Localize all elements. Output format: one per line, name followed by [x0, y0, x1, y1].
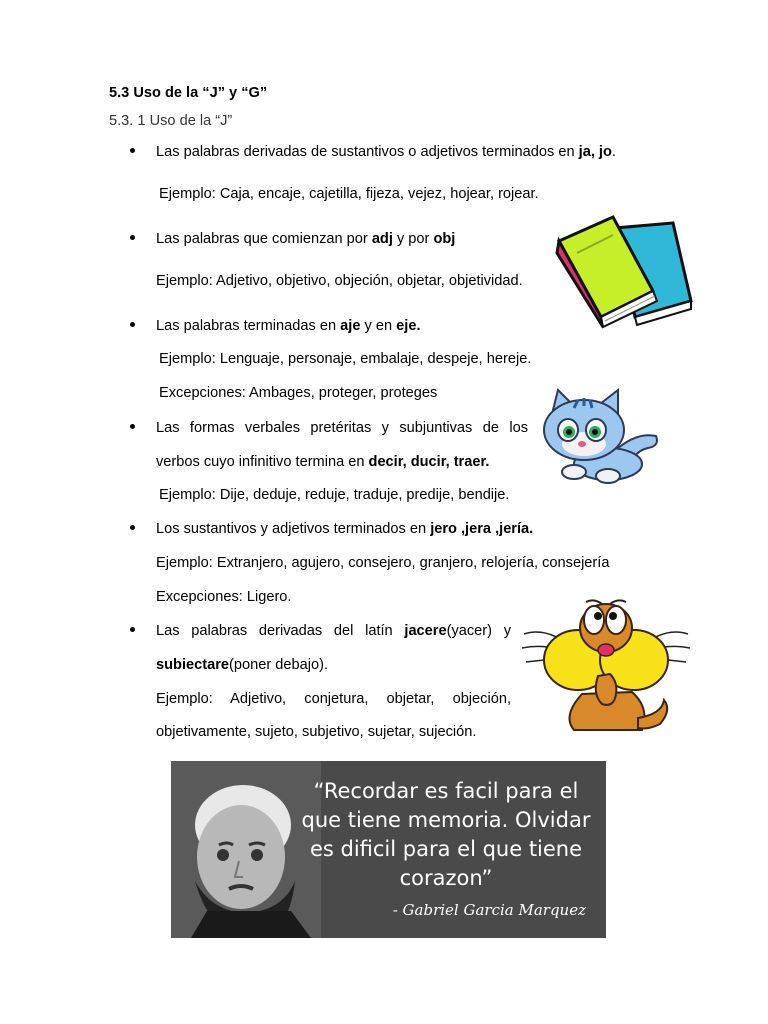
rule-2-example: Ejemplo: Adjetivo, objetivo, objeción, objetar, objetividad. [156, 273, 523, 289]
rule-1-example: Ejemplo: Caja, encaje, cajetilla, fijeza, vejez, hojear, rojear. [159, 186, 539, 202]
bullet-icon [130, 322, 138, 330]
books-illustration [553, 213, 693, 333]
rule-2-text: Las palabras que comienzan por adj y por obj [156, 231, 456, 247]
bullet-icon [130, 627, 138, 635]
rule-6-line2: subiectare(poner debajo). [156, 657, 328, 673]
bullet-icon [130, 235, 138, 243]
section-heading: 5.3 Uso de la “J” y “G” [109, 85, 268, 101]
rule-6-example-line1: Ejemplo: Adjetivo, conjetura, objetar, objeción, [156, 691, 511, 707]
rule-5-example: Ejemplo: Extranjero, agujero, consejero, granjero, relojería, consejería [156, 555, 610, 571]
bullet-icon [130, 525, 138, 533]
rule-1-text: Las palabras derivadas de sustantivos o adjetivos terminados en ja, jo. [156, 144, 616, 160]
rule-4-example: Ejemplo: Dije, deduje, reduje, traduje, predije, bendije. [159, 487, 510, 503]
quote-text: “Recordar es facil para el que tiene memoria. Olvidar es dificil para el que tiene corazon” [301, 779, 591, 890]
rule-5-exceptions: Excepciones: Ligero. [156, 589, 292, 605]
quote-image [171, 761, 606, 938]
rule-4-line2: verbos cuyo infinitivo termina en decir, ducir, traer. [156, 454, 490, 470]
rule-3-text: Las palabras terminadas en aje y en eje. [156, 318, 421, 334]
quote-author: - Gabriel Garcia Marquez [392, 901, 586, 919]
cartoon-character-illustration [522, 598, 690, 736]
rule-6-example-line2: objetivamente, sujeto, subjetivo, sujetar, sujeción. [156, 724, 477, 740]
rule-5-text: Los sustantivos y adjetivos terminados en jero ,jera ,jería. [156, 521, 534, 537]
bullet-icon [130, 148, 138, 156]
rule-3-exceptions: Excepciones: Ambages, proteger, proteges [159, 385, 438, 401]
rule-6-line1: Las palabras derivadas del latín jacere(yacer) y [156, 623, 512, 639]
cat-illustration [538, 388, 662, 488]
subsection-heading: 5.3. 1 Uso de la “J” [109, 113, 233, 129]
rule-3-example: Ejemplo: Lenguaje, personaje, embalaje, despeje, hereje. [159, 351, 532, 367]
bullet-icon [130, 424, 138, 432]
rule-4-line1: Las formas verbales pretéritas y subjuntivas de los [156, 420, 528, 436]
